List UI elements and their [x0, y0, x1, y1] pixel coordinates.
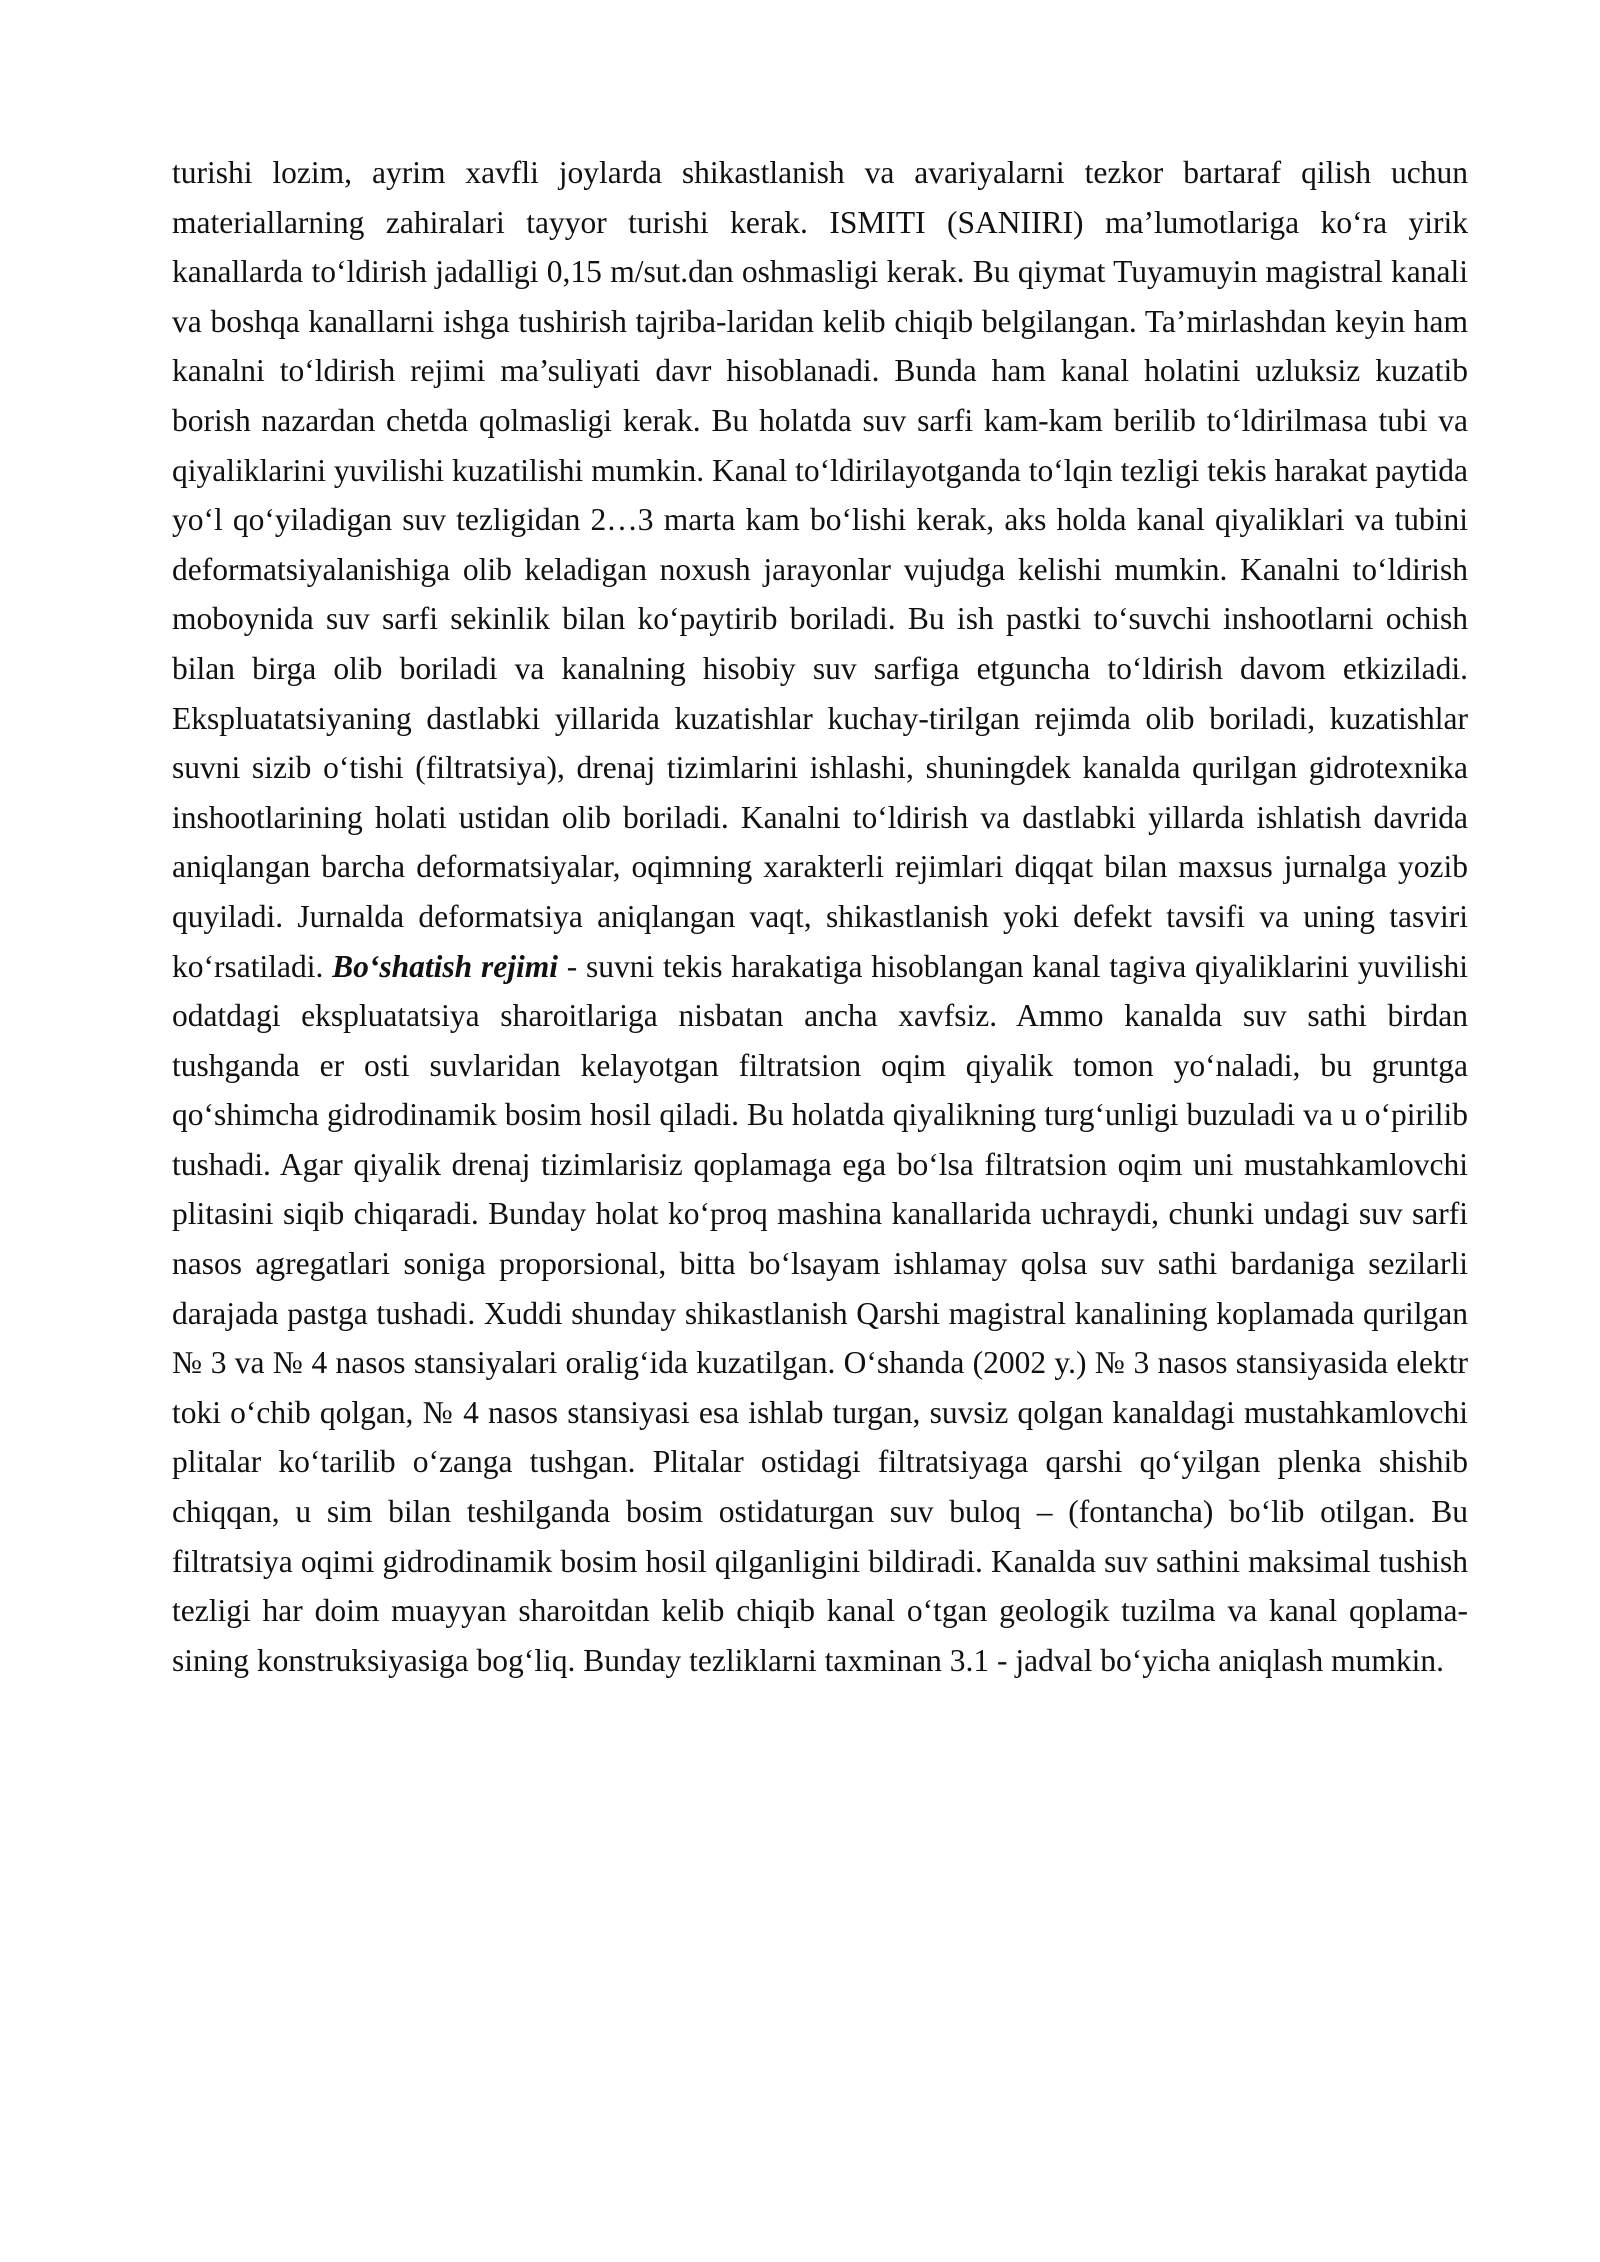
body-paragraph — [172, 148, 1468, 1685]
term-boshatish-rejimi: Bo‘shatish rejimi — [332, 948, 558, 984]
paragraph-text-after-term: - suvni tekis harakatiga hisoblangan kanal tagiva qiyaliklarini yuvilishi odatdagi ekspluatatsiya sharoitlariga nisbatan ancha xavfsiz. Ammo kanalda suv sathi birdan tushganda er osti suvlaridan kelayotgan filtratsion oqim qiyalik tomon yo‘naladi, bu gruntga qo‘shimcha gidrodinamik bosim hosil qiladi. Bu holatda qiyalikning turg‘unligi buzuladi va u o‘pirilib tushadi. Agar qiyalik drenaj tizimlarisiz qoplamaga ega bo‘lsa filtratsion oqim uni mustahkamlovchi plitasini siqib chiqaradi. Bunday holat ko‘proq mashina kanallarida uchraydi, chunki undagi suv sarfi nasos agregatlari soniga proporsional, bitta bo‘lsayam ishlamay qolsa suv sathi bardaniga sezilarli darajada pastga tushadi. Xuddi shunday shikastlanish Qarshi magistral kanalining koplamada qurilgan № 3 va № 4 nasos stansiyalari oralig‘ida kuzatilgan. O‘shanda (2002 y.) № 3 nasos stansiyasida elektr toki o‘chib qolgan, № 4 nasos stansiyasi esa ishlab turgan, suvsiz qolgan kanaldagi mustahkamlovchi plitalar ko‘tarilib o‘zanga tushgan. Plitalar ostidagi filtratsiyaga qarshi qo‘yilgan plenka shishib chiqqan, u sim bilan teshilganda bosim ostidaturgan suv buloq – (fontancha) bo‘lib otilgan. Bu filtratsiya oqimi gidrodinamik bosim hosil qilganligini bildiradi. Kanalda suv sathini maksimal tushish tezligi har doim muayyan sharoitdan kelib chiqib kanal o‘tgan geologik tuzilma va kanal qoplama-sining konstruksiyasiga bog‘liq. Bunday tezliklarni taxminan 3.1 - jadval bo‘yicha aniqlash mumkin. — [172, 948, 1469, 1678]
paragraph-text-before-term: turishi lozim, ayrim xavfli joylarda shikastlanish va avariyalarni tezkor bartaraf qilish uchun materiallarning zahiralari tayyor turishi kerak. ISMITI (SANIIRI) ma’lumotlariga ko‘ra yirik kanallarda to‘ldirish jadalligi 0,15 m/sut.dan oshmasligi kerak. Bu qiymat Tuyamuyin magistral kanali va boshqa kanallarni ishga tushirish tajriba-laridan kelib chiqib belgilangan. Ta’mirlashdan keyin ham kanalni to‘ldirish rejimi ma’suliyati davr hisoblanadi. Bunda ham kanal holatini uzluksiz kuzatib borish nazardan chetda qolmasligi kerak. Bu holatda suv sarfi kam-kam berilib to‘ldirilmasa tubi va qiyaliklarini yuvilishi kuzatilishi mumkin. Kanal to‘ldirilayotganda to‘lqin tezligi tekis harakat paytida yo‘l qo‘yiladigan suv tezligidan 2…3 marta kam bo‘lishi kerak, aks holda kanal qiyaliklari va tubini deformatsiyalanishiga olib keladigan noxush jarayonlar vujudga kelishi mumkin. Kanalni to‘ldirish moboynida suv sarfi sekinlik bilan ko‘paytirib boriladi. Bu ish pastki to‘suvchi inshootlarni ochish bilan birga olib boriladi va kanalning hisobiy suv sarfiga etguncha to‘ldirish davom etkiziladi. Ekspluatatsiyaning dastlabki yillarida kuzatishlar kuchay-tirilgan rejimda olib boriladi, kuzatishlar suvni sizib o‘tishi (filtratsiya), drenaj tizimlarini ishlashi, shuningdek kanalda qurilgan gidrotexnika inshootlarining holati ustidan olib boriladi. Kanalni to‘ldirish va dastlabki yillarda ishlatish davrida aniqlangan barcha deformatsiyalar, oqimning xarakterli rejimlari diqqat bilan maxsus jurnalga yozib quyiladi. Jurnalda deformatsiya aniqlangan vaqt, shikastlanish yoki defekt tavsifi va uning tasviri ko‘rsatiladi. — [172, 155, 1468, 984]
